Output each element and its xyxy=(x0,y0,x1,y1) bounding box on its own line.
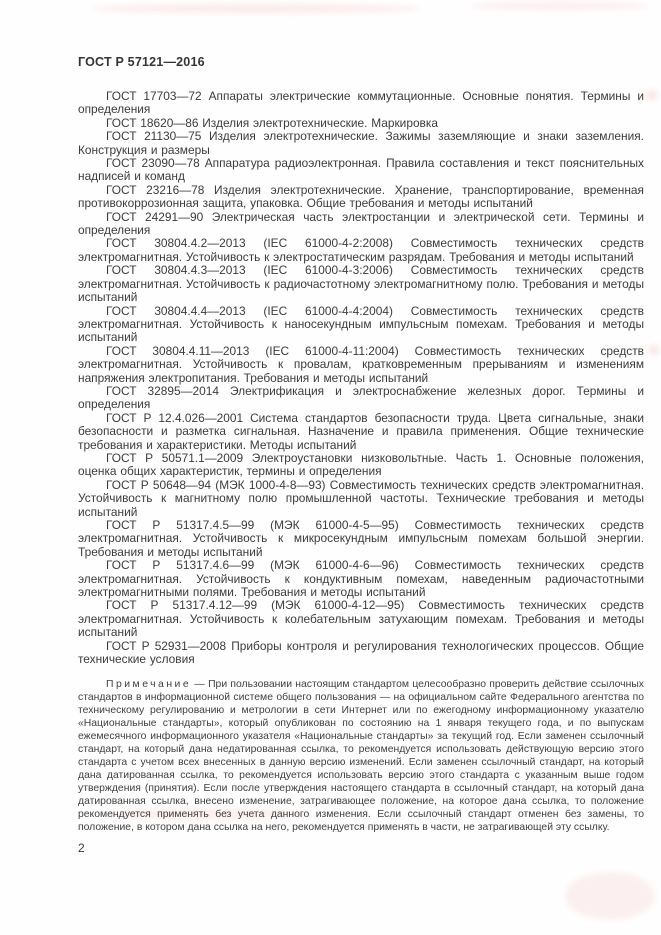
reference-item: ГОСТ Р 51317.4.6—99 (МЭК 61000-4-6—96) Совместимость технических средств электромагнитная. Устойчивость к кондуктивным помехам, наведенным радиочастотными электромагнитными полями. Требования и методы испытаний xyxy=(78,558,644,600)
note-paragraph xyxy=(78,678,644,834)
reference-item: ГОСТ 18620—86 Изделия электротехнические. Маркировка xyxy=(106,115,438,130)
reference-item: ГОСТ 21130—75 Изделия электротехнические. Зажимы заземляющие и знаки заземления. Конструкция и размеры xyxy=(78,129,644,157)
document-title: ГОСТ Р 57121—2016 xyxy=(78,55,205,69)
reference-item: ГОСТ 23090—78 Аппаратура радиоэлектронная. Правила составления и текст пояснительных надписей и команд xyxy=(78,156,644,184)
reference-item: ГОСТ 30804.4.3—2013 (IEC 61000-4-3:2006) Совместимость технических средств электромагнитная. Устойчивость к радиочастотному электромагнитному полю. Требования и методы испытаний xyxy=(78,263,644,305)
scan-artifact xyxy=(648,345,660,355)
reference-item: ГОСТ Р 52931—2008 Приборы контроля и регулирования технологических процессов. Общие технические условия xyxy=(78,638,644,667)
reference-item: ГОСТ 32895—2014 Электрификация и электроснабжение железных дорог. Термины и определения xyxy=(78,383,644,412)
reference-item: ГОСТ Р 51317.4.5—99 (МЭК 61000-4-5—95) Совместимость технических средств электромагнитная. Устойчивость к микросекундным импульсным помехам большой энергии. Требования и методы испытаний xyxy=(78,518,644,559)
scan-artifact xyxy=(646,90,658,100)
reference-item: ГОСТ Р 12.4.026—2001 Система стандартов безопасности труда. Цвета сигнальные, знаки безопасности и разметка сигнальная. Назначение и правила применения. Общие технические требования и характеристики. Методы испытаний xyxy=(78,410,644,452)
reference-item: ГОСТ Р 50571.1—2009 Электроустановки низковольтные. Часть 1. Основные положения, оценка общих характеристик, термины и определения xyxy=(78,450,644,479)
scan-artifact xyxy=(90,4,420,13)
reference-item: ГОСТ 30804.4.4—2013 (IEC 61000-4-4:2004) Совместимость технических средств электромагнитная. Устойчивость к наносекундным импульсным помехам. Требования и методы испытаний xyxy=(78,303,644,345)
page-content xyxy=(78,55,644,845)
scan-artifact xyxy=(470,2,650,10)
reference-item: ГОСТ 30804.4.11—2013 (IEC 61000-4-11:2004) Совместимость технических средств электромагнитная. Устойчивость к провалам, кратковременным прерываниям и изменениям напряжения электропитания. Требования и методы испытаний xyxy=(78,343,644,385)
reference-item: ГОСТ Р 50648—94 (МЭК 1000-4-8—93) Совместимость технических средств электромагнитная. Устойчивость к магнитному полю промышленной частоты. Технические требования и методы испытаний xyxy=(78,477,644,519)
reference-item: ГОСТ 17703—72 Аппараты электрические коммутационные. Основные понятия. Термины и определения xyxy=(78,89,644,117)
reference-item: ГОСТ 23216—78 Изделия электротехнические. Хранение, транспортирование, временная противокоррозионная защита, упаковка. Общие требования и методы испытаний xyxy=(78,182,644,211)
reference-item: ГОСТ 24291—90 Электрическая часть электростанции и электрической сети. Термины и определения xyxy=(78,209,644,238)
reference-item: ГОСТ Р 51317.4.12—99 (МЭК 61000-4-12—95) Совместимость технических средств электромагнитная. Устойчивость к колебательным затухающим помехам. Требования и методы испытаний xyxy=(78,598,644,640)
scan-artifact xyxy=(565,872,655,920)
note-label: Примечание xyxy=(106,679,192,691)
reference-item: ГОСТ 30804.4.2—2013 (IEC 61000-4-2:2008) Совместимость технических средств электромагнитная. Устойчивость к электростатическим разрядам. Требования и методы испытаний xyxy=(78,236,644,264)
note-text: — При пользовании настоящим стандартом целесообразно проверить действие ссылочных стандартов в информационной системе общего пользования — на официальном сайте Федерального агентства по техническому регулированию и метрологии в сети Интернет или по ежегодному информационному указателю «Национальные стандарты», который опубликован по состоянию на 1 января текущего года, и по выпускам ежемесячного информационного указателя «Национальные стандарты» за текущий год. Если заменен ссылочный стандарт, на который дана недатированная ссылка, то рекомендуется использовать действующую версию этого стандарта с учетом всех внесенных в данную версию изменений. Если заменен ссылочный стандарт, на который дана датированная ссылка, то рекомендуется использовать версию этого стандарта с указанным выше годом утверждения (принятия). Если после утверждения настоящего стандарта в ссылочный стандарт, на который дана датированная ссылка, внесено изменение, затрагивающее положение, на которое дана ссылка, то положение рекомендуется применять без учета данного изменения. Если ссылочный стандарт отменен без замены, то положение, в котором дана ссылка на него, рекомендуется применять в части, не затрагивающей эту ссылку. xyxy=(78,679,645,834)
page-number: 2 xyxy=(78,841,85,855)
